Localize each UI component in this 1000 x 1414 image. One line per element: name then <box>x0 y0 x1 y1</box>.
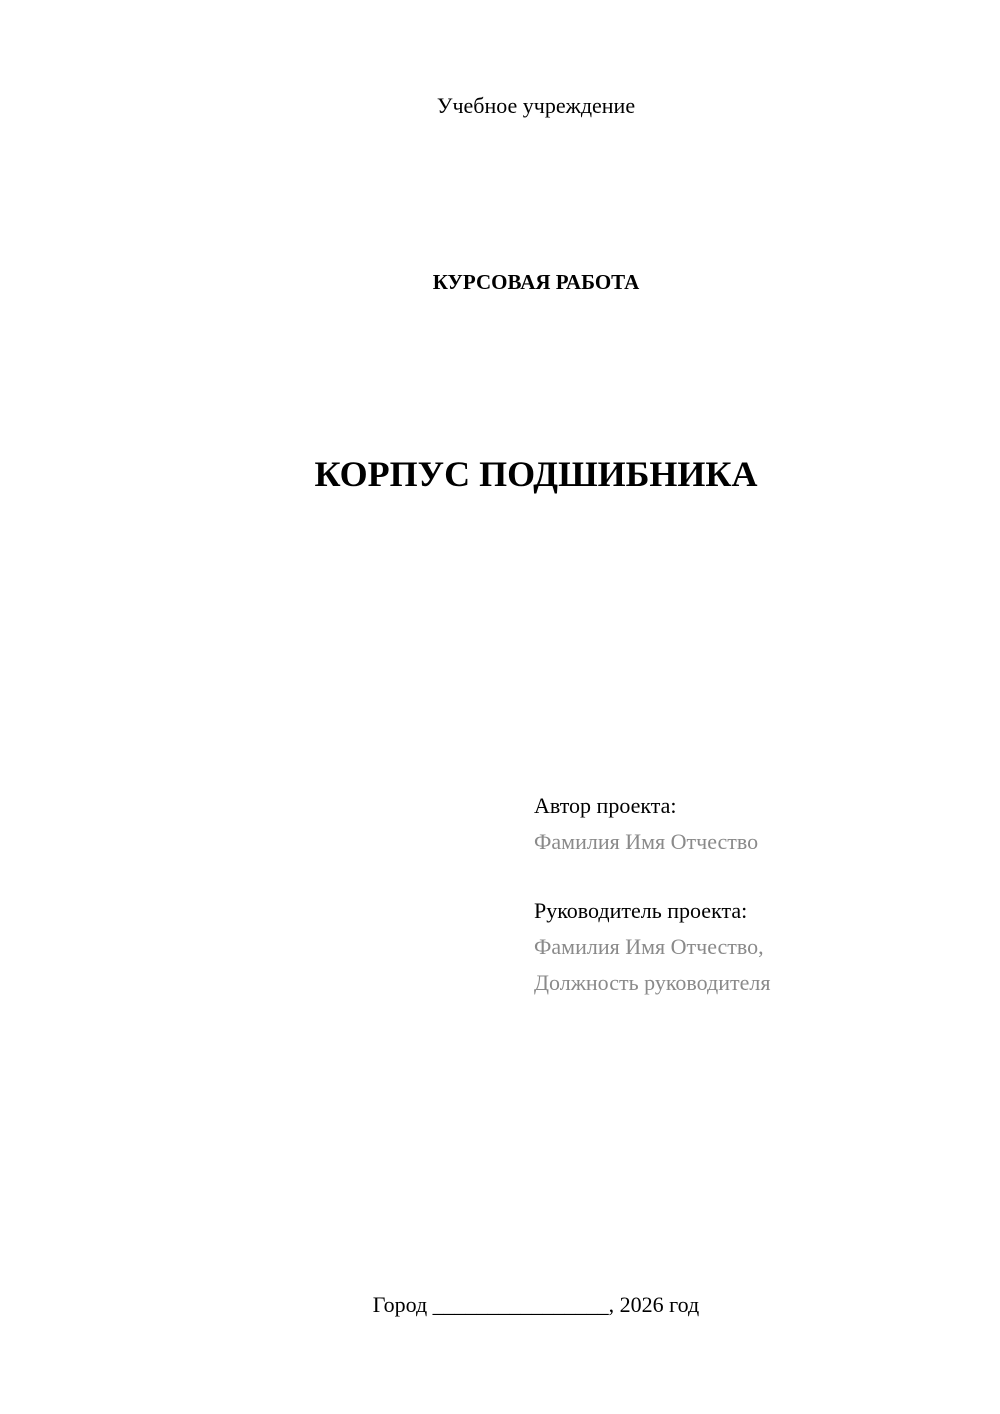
authors-block <box>534 788 974 1001</box>
author-label: Автор проекта: <box>534 793 677 818</box>
author-name: Фамилия Имя Отчество <box>534 829 759 854</box>
supervisor-position: Должность руководителя <box>534 970 771 995</box>
city-blank: ________________ <box>432 1292 609 1317</box>
document-title: КОРПУС ПОДШИБНИКА <box>314 454 758 494</box>
spacer <box>534 860 974 893</box>
document-type: КУРСОВАЯ РАБОТА <box>432 270 640 294</box>
institution-name: Учебное учреждение <box>436 93 636 118</box>
supervisor-label: Руководитель проекта: <box>534 898 748 923</box>
city-label: Город <box>372 1292 428 1317</box>
supervisor-name: Фамилия Имя Отчество, <box>534 934 764 959</box>
footer-city-year <box>36 1290 1000 1320</box>
year-text: , 2026 год <box>608 1292 700 1317</box>
